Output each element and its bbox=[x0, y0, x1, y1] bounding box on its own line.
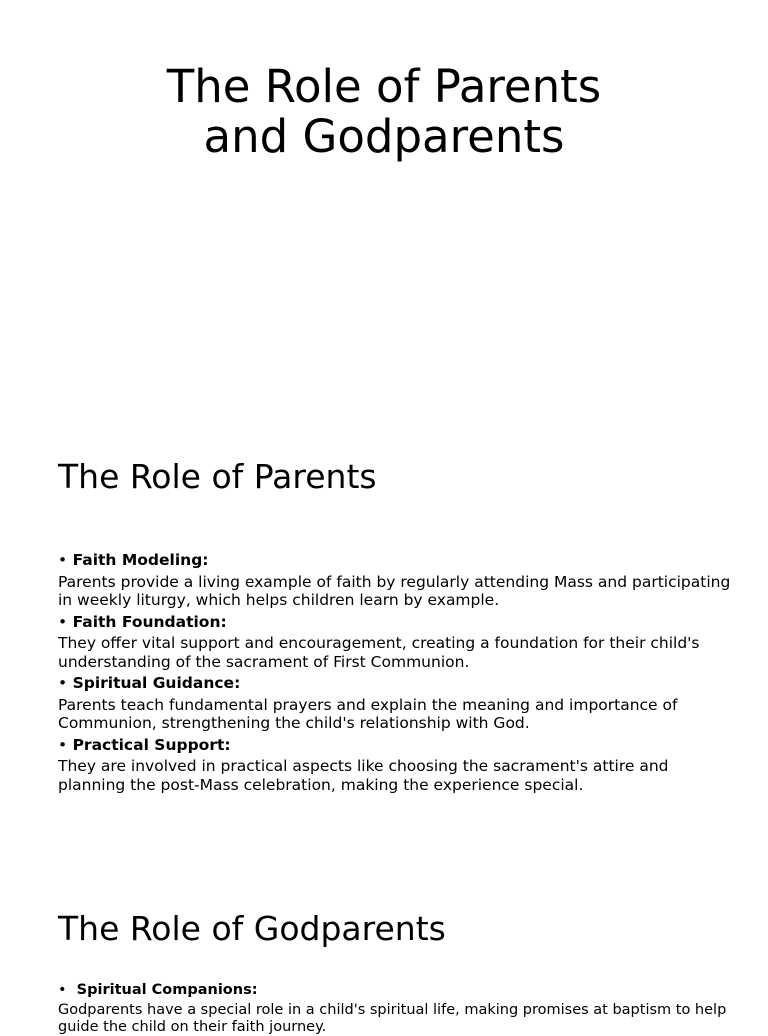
bullet-dot: • bbox=[58, 735, 68, 754]
bullet-label: Faith Foundation: bbox=[72, 612, 227, 631]
bullet-dot: • bbox=[58, 674, 68, 692]
bullet-heading bbox=[58, 674, 738, 693]
bullet-heading bbox=[58, 551, 738, 570]
godparents-bullet-list bbox=[58, 982, 738, 1036]
bullet-label: Practical Support: bbox=[72, 735, 231, 754]
bullet-label: Faith Modeling: bbox=[72, 551, 209, 569]
bullet-text: They offer vital support and encouragement, creating a foundation for their child's understanding of the sacrament of First Communion. bbox=[58, 634, 700, 671]
bullet-heading bbox=[58, 982, 738, 999]
bullet-label: Spiritual Guidance: bbox=[72, 674, 241, 692]
bullet-text: Parents teach fundamental prayers and explain the meaning and importance of Communion, strengthening the child's relationship with God. bbox=[58, 695, 678, 732]
parents-bullet-list bbox=[58, 551, 738, 794]
list-item bbox=[58, 613, 738, 672]
bullet-text: Godparents have a special role in a child's spiritual life, making promises at baptism to help guide the child on their faith journey. bbox=[58, 1002, 727, 1035]
section-heading-parents: The Role of Parents bbox=[58, 457, 377, 496]
bullet-heading bbox=[58, 736, 738, 755]
list-item bbox=[58, 551, 738, 610]
list-item bbox=[58, 674, 738, 733]
document-title-line-1: The Role of Parents bbox=[166, 60, 602, 113]
bullet-text: Parents provide a living example of faith by regularly attending Mass and participating in weekly liturgy, which helps children learn by example. bbox=[58, 572, 731, 609]
bullet-dot: • bbox=[58, 982, 67, 998]
bullet-label: Spiritual Companions: bbox=[76, 982, 258, 998]
list-item bbox=[58, 736, 738, 795]
bullet-text: They are involved in practical aspects like choosing the sacrament's attire and planning the post-Mass celebration, making the experience special. bbox=[58, 757, 669, 794]
document-title bbox=[0, 62, 768, 162]
document-title-line-2: and Godparents bbox=[203, 110, 565, 163]
list-item bbox=[58, 982, 738, 1036]
bullet-heading bbox=[58, 613, 738, 632]
section-heading-godparents: The Role of Godparents bbox=[58, 909, 446, 948]
bullet-dot: • bbox=[58, 612, 68, 631]
bullet-dot: • bbox=[58, 551, 68, 569]
